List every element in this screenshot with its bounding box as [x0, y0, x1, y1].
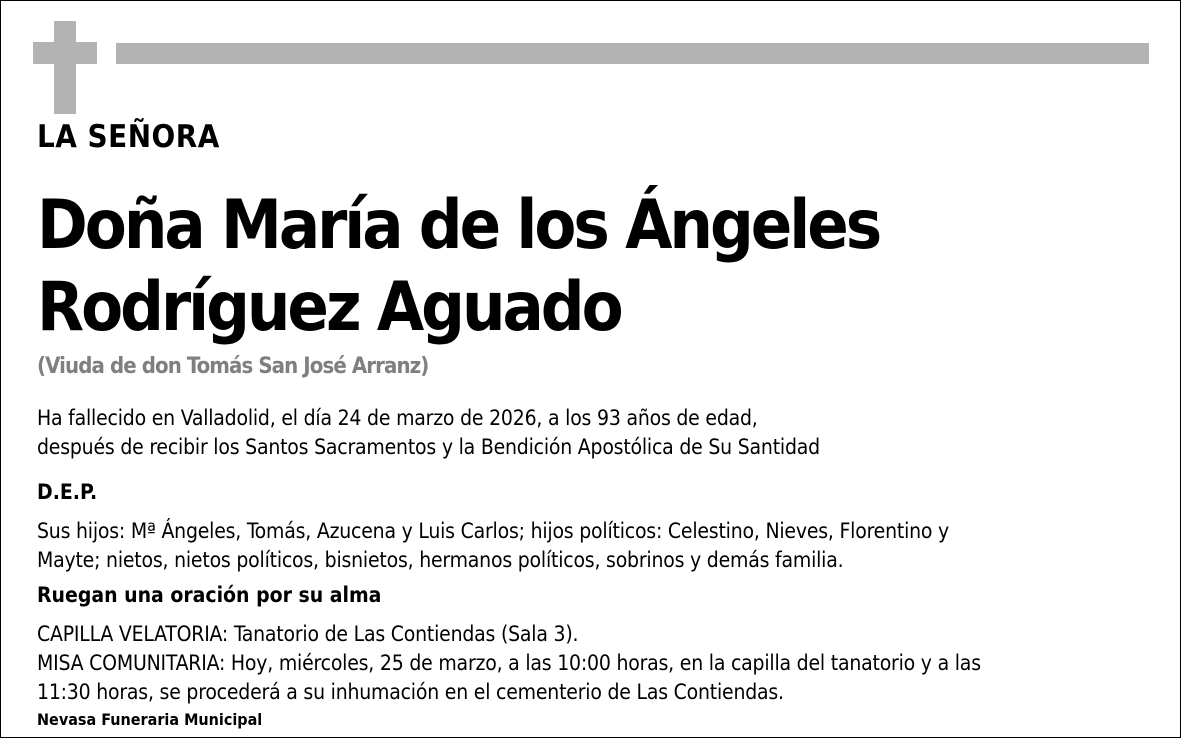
family-line: Mayte; nietos, nietos políticos, bisnietos, hermanos políticos, sobrinos y demás familia. — [37, 548, 844, 572]
deceased-name-line-1: Doña María de los Ángeles — [37, 186, 880, 265]
family-paragraph — [37, 517, 949, 575]
honorific: LA SEÑORA — [37, 119, 220, 155]
prayer-request: Ruegan una oración por su alma — [37, 583, 382, 607]
services-line: CAPILLA VELATORIA: Tanatorio de Las Contiendas (Sala 3). — [37, 622, 579, 646]
header-rule — [116, 43, 1149, 64]
widow-line: (Viuda de don Tomás San José Arranz) — [37, 354, 429, 379]
death-announcement-line: después de recibir los Santos Sacramentos y la Bendición Apostólica de Su Santidad — [37, 435, 820, 459]
services-line: 11:30 horas, se procederá a su inhumación en el cementerio de Las Contiendas. — [37, 680, 784, 704]
services-line: MISA COMUNITARIA: Hoy, miércoles, 25 de marzo, a las 10:00 horas, en la capilla del tanatorio y a las — [37, 651, 981, 675]
deceased-name-line-2: Rodríguez Aguado — [37, 268, 621, 347]
family-line: Sus hijos: Mª Ángeles, Tomás, Azucena y Luis Carlos; hijos políticos: Celestino, Nieves, Florentino y — [37, 519, 950, 543]
cross-horizontal-bar — [33, 42, 97, 64]
cross-vertical-bar — [54, 21, 76, 114]
death-announcement-line: Ha fallecido en Valladolid, el día 24 de marzo de 2026, a los 93 años de edad, — [37, 406, 758, 430]
services-paragraph — [37, 620, 981, 707]
funeral-home: Nevasa Funeraria Municipal — [37, 710, 263, 729]
death-announcement — [37, 404, 820, 462]
rip-label: D.E.P. — [37, 480, 98, 504]
